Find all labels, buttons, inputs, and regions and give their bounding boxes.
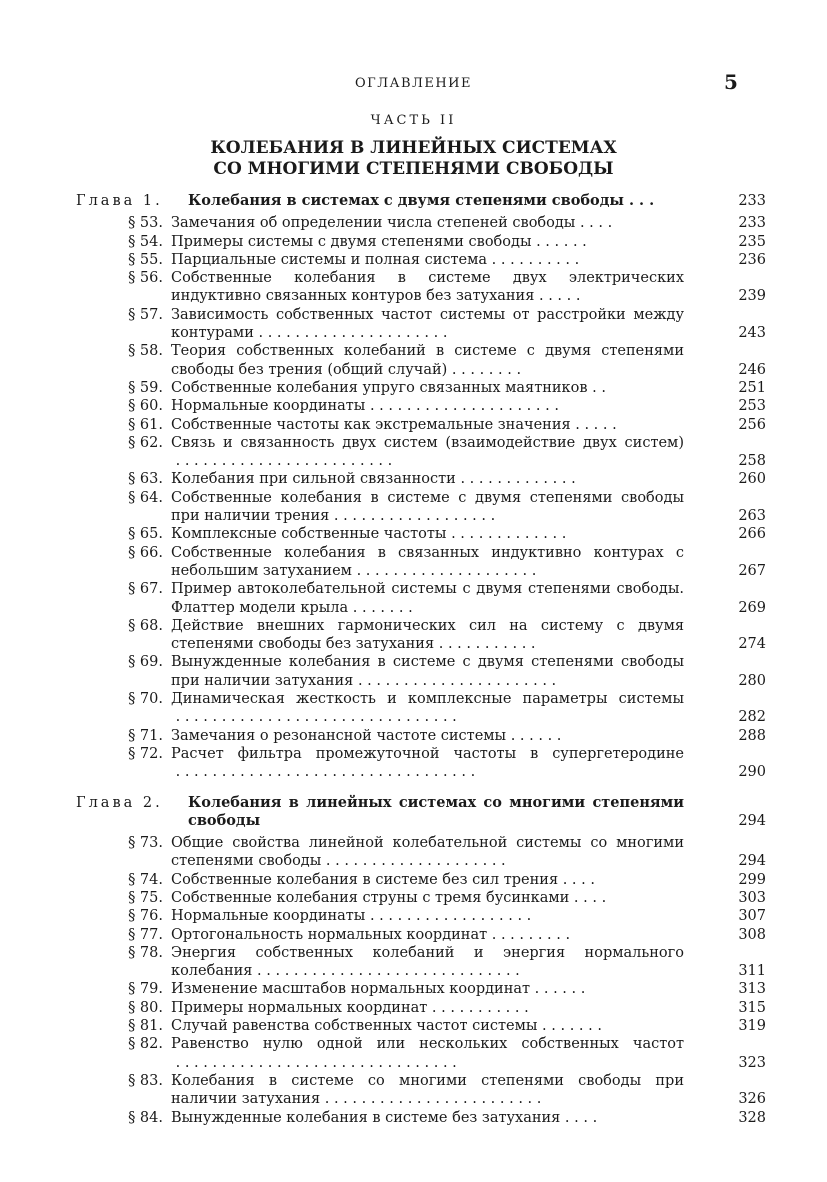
section-page: 319 xyxy=(738,1018,766,1035)
section-page: 280 xyxy=(738,672,766,689)
section-title: Случай равенства собственных частот системы . . . . . . . xyxy=(171,1018,602,1035)
section-title: Колебания при сильной связанности . . . . . . . . . . . . . xyxy=(171,471,576,488)
section-page: 299 xyxy=(738,871,766,888)
section-page: 315 xyxy=(738,999,766,1016)
section-number: § 57. xyxy=(128,306,163,323)
section-title: Расчет фильтра промежуточной частоты в супергетеродине . . . . . . . . . . . . . . . . . . . . . . . . . . . . . . . . . xyxy=(171,745,684,781)
toc-entry[interactable] xyxy=(76,745,766,782)
toc-entry[interactable] xyxy=(76,834,766,871)
section-page: 288 xyxy=(738,727,766,744)
section-title: Комплексные собственные частоты . . . . . . . . . . . . . xyxy=(171,526,567,543)
section-title: Связь и связанность двух систем (взаимодействие двух систем) . . . . . . . . . . . . . . . . . . . . . . . . xyxy=(171,434,684,470)
section-page: 243 xyxy=(738,325,766,342)
section-page: 246 xyxy=(738,361,766,378)
part-label: ЧАСТЬ II xyxy=(370,113,457,128)
section-page: 239 xyxy=(738,288,766,305)
toc-entry[interactable] xyxy=(76,251,766,269)
section-title: Собственные колебания в связанных индуктивно контурах с небольшим затуханием . . . . . . . . . . . . . . . . . . . . xyxy=(171,544,684,579)
toc-entry[interactable] xyxy=(76,727,766,745)
chapter-heading[interactable] xyxy=(76,794,766,831)
toc-entry[interactable] xyxy=(76,907,766,925)
toc-entry[interactable] xyxy=(76,944,766,981)
section-page: 258 xyxy=(738,453,766,470)
section-title: Нормальные координаты . . . . . . . . . . . . . . . . . . xyxy=(171,908,532,925)
section-number: § 78. xyxy=(128,944,163,961)
section-number: § 69. xyxy=(128,654,163,671)
section-page: 282 xyxy=(738,709,766,726)
section-title: Пример автоколебательной системы с двумя степенями свободы. Флаттер модели крыла . . . . . . . xyxy=(171,581,684,616)
toc-entry[interactable] xyxy=(76,926,766,944)
toc-entry[interactable] xyxy=(76,980,766,998)
section-number: § 60. xyxy=(128,398,163,415)
part-title xyxy=(0,138,827,180)
section-title: Замечания о резонансной частоте системы . . . . . . xyxy=(171,727,562,744)
section-number: § 76. xyxy=(128,908,163,925)
section-number: § 80. xyxy=(128,999,163,1016)
section-number: § 62. xyxy=(128,434,163,451)
section-number: § 58. xyxy=(128,343,163,360)
section-page: 274 xyxy=(738,636,766,653)
toc-entry[interactable] xyxy=(76,1109,766,1127)
section-number: § 75. xyxy=(128,889,163,906)
section-page: 236 xyxy=(738,251,766,268)
toc-entry[interactable] xyxy=(76,470,766,488)
page-number: 5 xyxy=(724,70,738,94)
section-number: § 59. xyxy=(128,379,163,396)
section-title: Собственные колебания струны с тремя бусинками . . . . xyxy=(171,889,607,906)
section-page: 290 xyxy=(738,764,766,781)
section-number: § 77. xyxy=(128,926,163,943)
chapter-title: Колебания в системах с двумя степенями свободы . . . xyxy=(188,192,655,209)
chapter-page: 294 xyxy=(738,812,766,829)
section-number: § 63. xyxy=(128,471,163,488)
toc-entry[interactable] xyxy=(76,871,766,889)
toc-entry[interactable] xyxy=(76,544,766,581)
section-title: Равенство нулю одной или нескольких собственных частот . . . . . . . . . . . . . . . . . . . . . . . . . . . . . . . xyxy=(171,1036,684,1071)
section-number: § 84. xyxy=(128,1109,163,1126)
section-title: Собственные колебания в системе с двумя степенями свободы при наличии трения . . . . . . . . . . . . . . . . . . xyxy=(171,489,684,525)
section-number: § 53. xyxy=(128,215,163,232)
section-title: Примеры нормальных координат . . . . . . . . . . . xyxy=(171,999,529,1016)
toc-entry[interactable] xyxy=(76,397,766,415)
section-page: 323 xyxy=(738,1054,766,1071)
section-page: 326 xyxy=(738,1091,766,1108)
section-number: § 61. xyxy=(128,416,163,433)
part-title-line-2: СО МНОГИМИ СТЕПЕНЯМИ СВОБОДЫ xyxy=(213,159,614,179)
section-page: 256 xyxy=(738,416,766,433)
chapter-prefix: Глава 1. xyxy=(76,193,163,209)
section-number: § 65. xyxy=(128,526,163,543)
chapter-page: 233 xyxy=(738,193,766,209)
toc-entry[interactable] xyxy=(76,580,766,617)
section-title: Колебания в системе со многими степенями свободы при наличии затухания . . . . . . . . . . . . . . . . . . . . . . . . xyxy=(171,1072,684,1108)
toc-entry[interactable] xyxy=(76,1017,766,1035)
section-title: Собственные частоты как экстремальные значения . . . . . xyxy=(171,416,617,433)
section-title: Примеры системы с двумя степенями свободы . . . . . . xyxy=(171,233,587,250)
toc-entry[interactable] xyxy=(76,1035,766,1072)
toc-entry[interactable] xyxy=(76,489,766,526)
section-title: Зависимость собственных частот системы от расстройки между контурами . . . . . . . . . . . . . . . . . . . . . xyxy=(171,306,684,342)
section-number: § 81. xyxy=(128,1018,163,1035)
section-number: § 79. xyxy=(128,981,163,998)
section-number: § 55. xyxy=(128,251,163,268)
toc-entry[interactable] xyxy=(76,233,766,251)
toc-entry[interactable] xyxy=(76,342,766,379)
section-number: § 66. xyxy=(128,544,163,561)
section-page: 307 xyxy=(738,908,766,925)
section-page: 313 xyxy=(738,981,766,998)
section-title: Парциальные системы и полная система . . . . . . . . . . xyxy=(171,251,580,268)
section-number: § 82. xyxy=(128,1036,163,1053)
toc-entry[interactable] xyxy=(76,525,766,543)
toc-entry[interactable] xyxy=(76,999,766,1017)
section-page: 294 xyxy=(738,853,766,870)
section-title: Теория собственных колебаний в системе с двумя степенями свободы без трения (общий случай) . . . . . . . . xyxy=(171,343,684,378)
section-page: 253 xyxy=(738,398,766,415)
section-page: 308 xyxy=(738,926,766,943)
section-page: 269 xyxy=(738,599,766,616)
toc-entry[interactable] xyxy=(76,617,766,654)
chapter-2 xyxy=(76,794,766,1127)
chapter-heading[interactable] xyxy=(76,192,766,210)
section-page: 267 xyxy=(738,562,766,579)
section-page: 263 xyxy=(738,508,766,525)
part-title-line-1: КОЛЕБАНИЯ В ЛИНЕЙНЫХ СИСТЕМАХ xyxy=(210,138,617,158)
section-page: 303 xyxy=(738,889,766,906)
section-page: 260 xyxy=(738,471,766,488)
section-page: 251 xyxy=(738,379,766,396)
toc-entry[interactable] xyxy=(76,1072,766,1109)
section-number: § 68. xyxy=(128,617,163,634)
table-of-contents xyxy=(76,192,766,1133)
section-number: § 64. xyxy=(128,489,163,506)
section-number: § 67. xyxy=(128,581,163,598)
section-number: § 73. xyxy=(128,835,163,852)
toc-entry[interactable] xyxy=(76,306,766,343)
section-number: § 71. xyxy=(128,727,163,744)
section-title: Вынужденные колебания в системе без затухания . . . . xyxy=(171,1109,598,1126)
section-title: Собственные колебания упруго связанных маятников . . xyxy=(171,379,606,396)
section-title: Действие внешних гармонических сил на систему с двумя степенями свободы без затухания . . . . . . . . . . . xyxy=(171,617,684,653)
section-title: Изменение масштабов нормальных координат . . . . . . xyxy=(171,981,586,998)
section-title: Динамическая жесткость и комплексные параметры системы . . . . . . . . . . . . . . . . . . . . . . . . . . . . . . . xyxy=(171,691,684,726)
section-number: § 72. xyxy=(128,745,163,762)
section-title: Ортогональность нормальных координат . . . . . . . . . xyxy=(171,926,571,943)
toc-entry[interactable] xyxy=(76,434,766,471)
section-title: Энергия собственных колебаний и энергия нормального колебания . . . . . . . . . . . . . . . . . . . . . . . . . . . . . xyxy=(171,944,684,980)
section-title: Собственные колебания в системе двух электрических индуктивно связанных контуров без затухания . . . . . xyxy=(171,270,684,305)
section-number: § 54. xyxy=(128,233,163,250)
toc-entry[interactable] xyxy=(76,379,766,397)
section-number: § 56. xyxy=(128,270,163,287)
chapter-1 xyxy=(76,192,766,782)
section-title: Собственные колебания в системе без сил трения . . . . xyxy=(171,871,595,888)
chapter-title: Колебания в линейных системах со многими степенями свободы xyxy=(188,793,684,829)
section-number: § 70. xyxy=(128,691,163,708)
running-head: ОГЛАВЛЕНИЕ xyxy=(354,76,472,91)
toc-entry[interactable] xyxy=(76,889,766,907)
chapter-prefix: Глава 2. xyxy=(76,794,163,811)
section-page: 235 xyxy=(738,233,766,250)
section-title: Общие свойства линейной колебательной системы со многими степенями свободы . . . . . . . . . . . . . . . . . . . . xyxy=(171,835,684,870)
toc-entry[interactable] xyxy=(76,690,766,727)
section-page: 233 xyxy=(738,215,766,232)
section-page: 266 xyxy=(738,526,766,543)
toc-entry[interactable] xyxy=(76,653,766,690)
section-title: Вынужденные колебания в системе с двумя степенями свободы при наличии затухания . . . . . . . . . . . . . . . . . . . . . . xyxy=(171,654,684,689)
section-title: Нормальные координаты . . . . . . . . . . . . . . . . . . . . . xyxy=(171,398,559,415)
toc-entry[interactable] xyxy=(76,416,766,434)
toc-entry[interactable] xyxy=(76,269,766,306)
toc-entry[interactable] xyxy=(76,214,766,232)
section-page: 311 xyxy=(738,963,766,980)
section-page: 328 xyxy=(738,1109,766,1126)
section-number: § 74. xyxy=(128,871,163,888)
section-number: § 83. xyxy=(128,1072,163,1089)
section-title: Замечания об определении числа степеней свободы . . . . xyxy=(171,215,613,232)
